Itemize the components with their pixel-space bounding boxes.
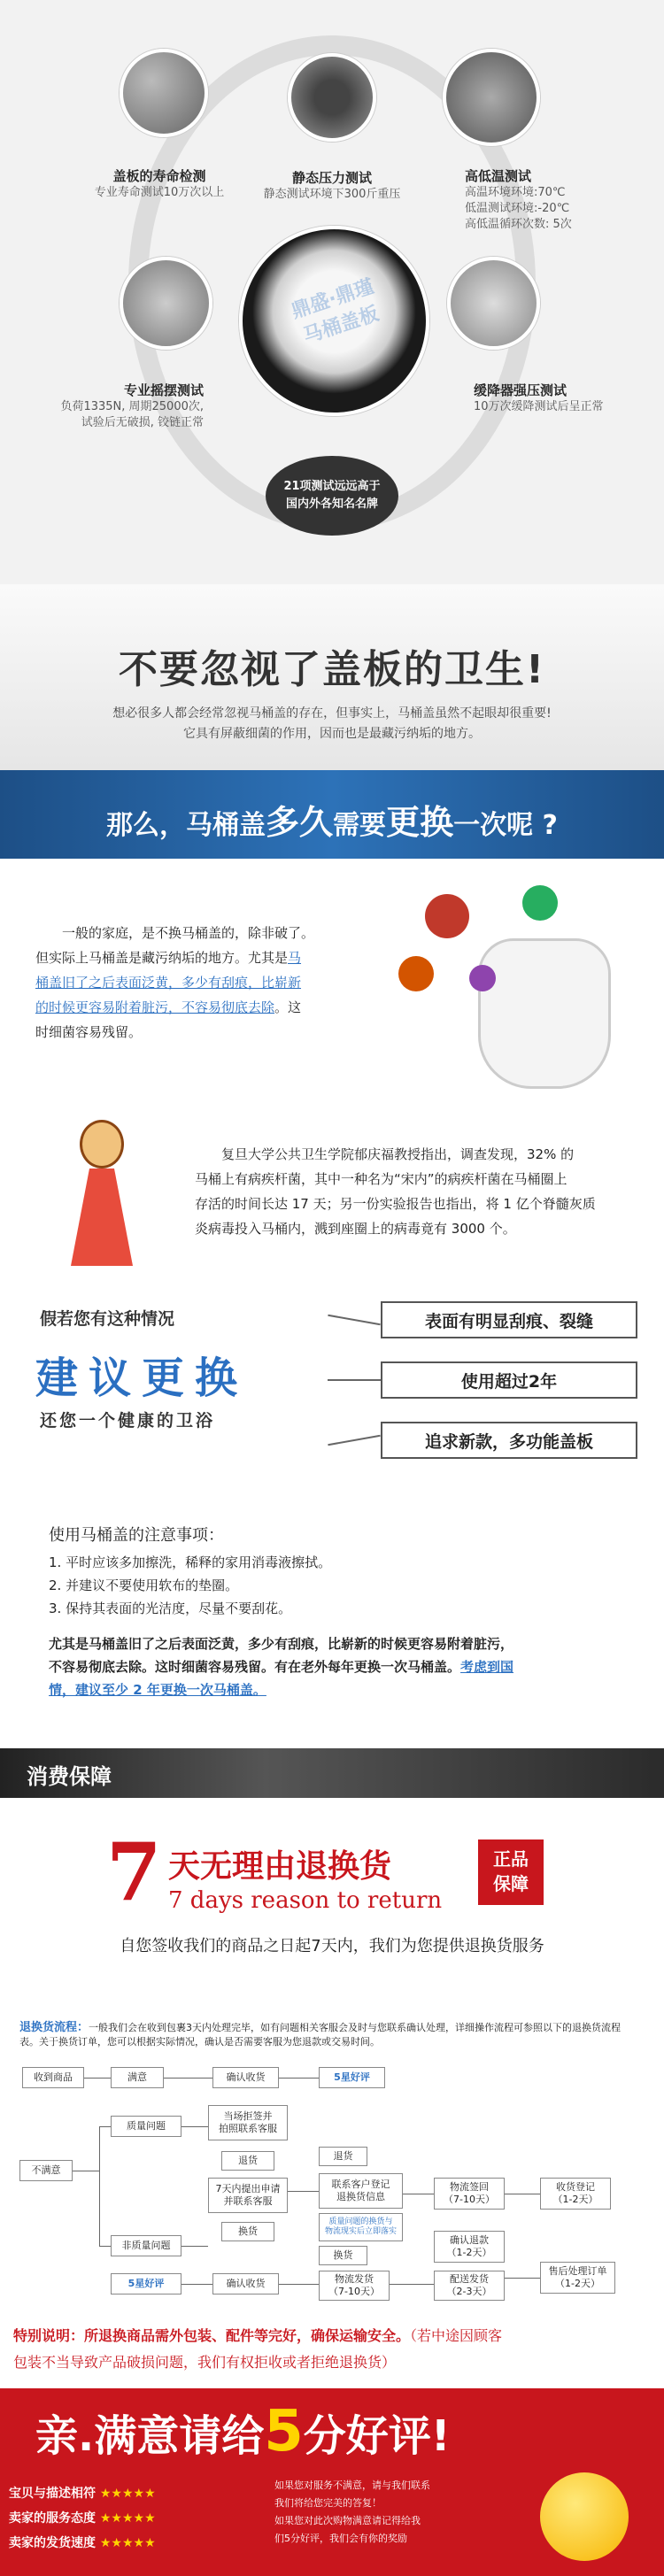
question-part: 多久 — [266, 803, 334, 842]
test-desc: 专业寿命测试10万次以上 — [94, 186, 225, 199]
dress-icon — [71, 1168, 133, 1266]
notes-highlight: 建议至少 2 年更换一次马桶盖。 — [75, 1682, 266, 1698]
flow-box: 售后处理订单 （1-2天） — [540, 2262, 615, 2294]
flow-label: 退换货流程： — [19, 2021, 89, 2034]
test-title: 缓降器强压测试 — [474, 382, 567, 398]
pressure-test-photo — [288, 53, 376, 142]
flow-box: 物流签回 （7-10天） — [434, 2178, 505, 2210]
question-part: 更换 — [386, 803, 454, 842]
notes-item: 2. 并建议不要使用软布的垫圈。 — [49, 1577, 239, 1593]
watermark: 鼎盛·鼎瑾 马桶盖板 — [289, 275, 382, 349]
intro-highlight: 桶盖旧了之后表面泛黄，多少有刮痕，比崭新 — [35, 975, 302, 991]
smiley-icon — [540, 2472, 629, 2561]
flow-box: 收货登记 （1-2天） — [540, 2178, 611, 2210]
hygiene-section — [0, 584, 664, 788]
flow-box: 换货 — [221, 2222, 274, 2241]
special-note-b: （若中途因顾客 — [410, 2327, 503, 2344]
test-desc: 高温环境环境:70℃ 低温测试环境:-20℃ 高低温循环次数: 5次 — [465, 186, 572, 231]
intro-highlight: 的时候更容易附着脏污，不容易彻底去除 — [35, 999, 275, 1015]
germ-icon — [398, 956, 434, 991]
notes-section — [49, 1523, 624, 1701]
flow-box: 7天内提出申请 并联系客服 — [208, 2178, 288, 2213]
notes-bold: 尤其是马桶盖旧了之后表面泛黄，多少有刮痕，比崭新的时候更容易附着脏污， — [49, 1636, 514, 1652]
germ-icon — [469, 965, 496, 991]
guarantee-banner — [0, 1748, 664, 1798]
worried-woman-illustration — [35, 1111, 168, 1288]
germ-icon — [425, 894, 469, 938]
test-title: 高低温测试 — [465, 168, 532, 184]
suggest-item: 追求新款，多功能盖板 — [381, 1422, 637, 1459]
footer-title: 分好评! — [303, 2411, 451, 2461]
flow-box: 物流发货 （7-10天） — [319, 2271, 390, 2301]
flow-box: 不满意 — [19, 2160, 73, 2181]
test-title: 专业摇摆测试 — [123, 382, 204, 398]
flow-box: 5星好评 — [319, 2067, 385, 2088]
notes-highlight: 考虑到国 — [460, 1659, 514, 1675]
return-flowchart — [18, 2063, 646, 2302]
suggest-section — [35, 1301, 637, 1469]
star-icon: ★★★★★ — [99, 2487, 156, 2501]
rating-footer — [0, 2388, 664, 2576]
hygiene-sub2: 它具有屏蔽细菌的作用，因而也是最藏污纳垢的地方。 — [183, 727, 481, 741]
flow-box: 配送发货 （2-3天） — [434, 2271, 505, 2301]
intro-paragraph — [35, 921, 372, 1045]
question-banner — [0, 770, 664, 859]
suggest-item: 表面有明显刮痕、裂缝 — [381, 1301, 637, 1338]
return-desc: 自您签收我们的商品之日起7天内，我们为您提供退换货服务 — [120, 1937, 544, 1955]
flow-box: 收到商品 — [22, 2067, 84, 2088]
rating-label: 宝贝与描述相符 — [9, 2487, 96, 2501]
genuine-stamp: 正品 保障 — [478, 1839, 544, 1905]
toilet-icon — [478, 938, 611, 1089]
special-note-a: 特别说明：所退换商品需外包装、配件等完好，确保运输安全。 — [13, 2327, 411, 2344]
suggest-big: 建议更换 — [35, 1354, 249, 1403]
notes-highlight: 情， — [49, 1682, 76, 1698]
test-desc: 静态测试环境下300斤重压 — [263, 188, 401, 201]
question-part: 需要 — [333, 810, 387, 841]
flow-box: 当场拒签并 拍照联系客服 — [208, 2105, 288, 2140]
suggest-small: 假若您有这种情况 — [40, 1309, 175, 1329]
temperature-test-photo — [443, 49, 540, 146]
footer-message: 如果您对服务不满意，请与我们联系 我们将给您完美的答复！ 如果您对此次购物满意请记得给我 们5分好评，我们会有你的奖励 — [274, 2480, 430, 2544]
rating-label: 卖家的发货速度 — [9, 2536, 96, 2550]
notes-bold: 不容易彻底去除。这时细菌容易残留。有在老外每年更换一次马桶盖。 — [49, 1659, 461, 1675]
question-part: 那么，马桶盖 — [106, 810, 266, 841]
intro-line: 时细菌容易残留。 — [35, 1024, 143, 1040]
flow-box: 5星好评 — [111, 2273, 181, 2294]
research-line: 存活的时间长达 17 天；另一份实验报告也指出，将 1 亿个脊髓灰质 — [195, 1196, 596, 1212]
intro-line: 一般的家庭，是不换马桶盖的，除非破了。 — [62, 925, 315, 941]
return-title-en: 7 days reason to return — [168, 1887, 443, 1914]
intro-line: 。这 — [274, 999, 302, 1015]
question-part: 一次呢 ? — [453, 810, 558, 841]
hygiene-sub1: 想必很多人都会经常忽视马桶盖的存在，但事实上，马桶盖虽然不起眼却很重要! — [112, 706, 552, 721]
lifetime-test-photo — [120, 49, 208, 137]
hygiene-title: 不要忽视了盖板的卫生! — [118, 647, 546, 692]
notes-item: 1. 平时应该多加擦洗，稀释的家用消毒液擦拭。 — [49, 1554, 332, 1570]
suggest-bottom: 还您一个健康的卫浴 — [40, 1411, 216, 1431]
test-section — [0, 0, 664, 584]
research-line: 复旦大学公共卫生学院郁庆福教授指出，调查发现，32% 的 — [221, 1146, 575, 1162]
swing-test-photo — [120, 257, 212, 350]
intro-highlight: 马 — [288, 950, 302, 966]
research-line: 马桶上有病疾杆菌，其中一种名为“宋内”的病疾杆菌在马桶圈上 — [195, 1171, 567, 1187]
flow-box: 满意 — [111, 2067, 164, 2088]
notes-item: 3. 保持其表面的光洁度，尽量不要刮花。 — [49, 1600, 292, 1616]
star-icon: ★★★★★ — [99, 2511, 156, 2526]
germ-icon — [522, 885, 558, 921]
flow-box: 换货 — [319, 2246, 367, 2265]
germ-toilet-illustration — [398, 885, 637, 1098]
test-title: 盖板的寿命检测 — [112, 168, 206, 184]
flow-box: 确认收货 — [212, 2273, 279, 2294]
suggest-item: 使用超过2年 — [381, 1361, 637, 1399]
flow-intro — [19, 2021, 639, 2049]
guarantee-banner-title: 消费保障 — [27, 1764, 112, 1789]
footer-five: 5 — [264, 2399, 304, 2464]
flow-box: 质量问题的换货与 物流现实后立即落实 — [319, 2213, 403, 2241]
intro-line: 但实际上马桶盖是藏污纳垢的地方。尤其是 — [35, 950, 289, 966]
special-note — [13, 2323, 655, 2376]
test-title: 静态压力测试 — [291, 170, 372, 186]
center-badge: 21项测试远远高于 国内外各知名名牌 — [266, 456, 398, 536]
star-icon: ★★★★★ — [99, 2536, 156, 2550]
flow-text: 一般我们会在收到包裹3天内处理完毕，如有问题相关客服会及时与您联系确认处理，详细操作流程可参照以下的退换货流程表。关于换货订单，您可以根据实际情况，确认是否需要客服为您退款或交易时间。 — [19, 2022, 622, 2048]
big-seven: 7 — [106, 1825, 162, 1919]
flow-box: 退货 — [319, 2147, 367, 2166]
face-icon — [80, 1120, 124, 1168]
test-desc: 负荷1335N, 周期25000次, 试验后无破损, 铰链正常 — [60, 400, 204, 429]
flow-box: 退货 — [221, 2151, 274, 2171]
special-note-c: 包装不当导致产品破损问题，我们有权拒收或者拒绝退换货） — [13, 2354, 397, 2371]
return-policy-header — [106, 1825, 567, 1939]
research-line: 炎病毒投入马桶内，溅到座圈上的病毒竟有 3000 个。 — [195, 1221, 516, 1237]
flow-box: 确认收货 — [212, 2067, 279, 2088]
return-title: 天无理由退换货 — [168, 1848, 392, 1885]
flow-box: 确认退款 （1-2天） — [434, 2231, 505, 2263]
footer-title: 亲.满意请给 — [35, 2411, 265, 2461]
rating-label: 卖家的服务态度 — [9, 2511, 96, 2526]
notes-title: 使用马桶盖的注意事项： — [49, 1526, 224, 1545]
flow-box: 非质量问题 — [111, 2235, 181, 2256]
research-paragraph — [195, 1142, 637, 1241]
flow-box: 质量问题 — [111, 2116, 181, 2137]
damper-test-photo — [447, 257, 540, 350]
test-desc: 10万次缓降测试后呈正常 — [474, 400, 604, 413]
flow-box: 联系客户登记 退换货信息 — [319, 2173, 403, 2209]
